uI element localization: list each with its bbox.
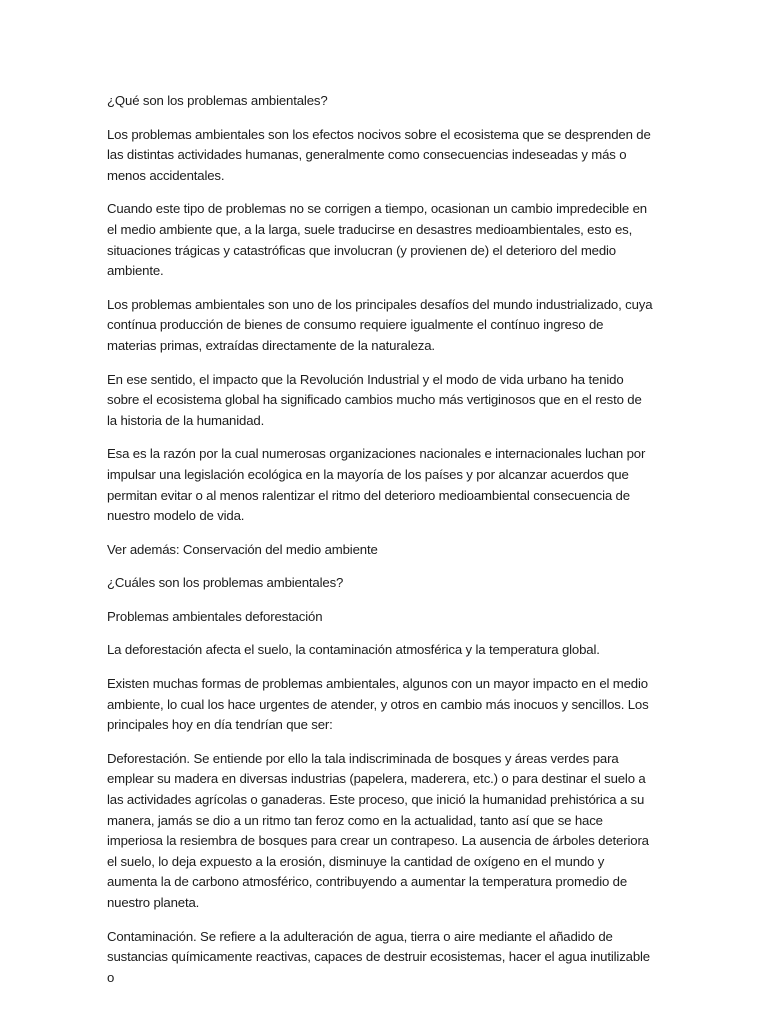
paragraph: Esa es la razón por la cual numerosas organizaciones nacionales e internacionales luchan por impulsar una legislación ecológica en la mayoría de los países y por alcanzar acuerdos que permitan evitar o al menos ralentizar el ritmo del deterioro medioambiental consecuencia de nuestro modelo de vida. xyxy=(107,446,646,524)
paragraph-heading-que-son: ¿Qué son los problemas ambientales? xyxy=(107,93,328,108)
paragraph: Existen muchas formas de problemas ambientales, algunos con un mayor impacto en el medio ambiente, lo cual los hace urgentes de atender, y otros en cambio más inocuos y sencillos. Los principales hoy en día tendrían que ser: xyxy=(107,676,649,733)
paragraph-heading-cuales-son: ¿Cuáles son los problemas ambientales? xyxy=(107,575,344,591)
paragraph-image-caption-title: Problemas ambientales deforestación xyxy=(107,608,323,624)
paragraph: En ese sentido, el impacto que la Revolución Industrial y el modo de vida urbano ha tenido sobre el ecosistema global ha significado cambios mucho más vertiginosos que en el resto de la historia de la humanidad. xyxy=(107,371,642,428)
paragraph: Cuando este tipo de problemas no se corrigen a tiempo, ocasionan un cambio impredecible en el medio ambiente que, a la larga, suele traducirse en desastres medioambientales, esto es, situaciones trágicas y catastróficas que involucran (y provienen de) el deterioro del medio ambiente. xyxy=(107,201,647,279)
paragraph-contaminacion: Contaminación. Se refiere a la adulteración de agua, tierra o aire mediante el añadido de sustancias químicamente reactivas, capaces de destruir ecosistemas, hacer el agua inutilizable o xyxy=(107,928,650,985)
paragraph-deforestacion: Deforestación. Se entiende por ello la tala indiscriminada de bosques y áreas verdes para emplear su madera en diversas industrias (papelera, maderera, etc.) o para destinar el suelo a las actividades agrícolas o ganaderas. Este proceso, que inició la humanidad prehistórica a su manera, jamás se dio a un ritmo tan feroz como en la actualidad, tanto así que se hace imperiosa la resiembra de bosques para crear un contrapeso. La ausencia de árboles deteriora el suelo, lo deja expuesto a la erosión, disminuye la cantidad de oxígeno en el mundo y aumenta la de carbono atmosférico, contribuyendo a aumentar la temperatura promedio de nuestro planeta. xyxy=(107,750,649,910)
paragraph: La deforestación afecta el suelo, la contaminación atmosférica y la temperatura global. xyxy=(107,642,600,658)
paragraph-see-also: Ver además: Conservación del medio ambiente xyxy=(107,541,378,557)
paragraph: Los problemas ambientales son uno de los principales desafíos del mundo industrializado, cuya contínua producción de bienes de consumo requiere igualmente el contínuo ingreso de materias primas, extraídas directamente de la naturaleza. xyxy=(107,296,653,353)
document-body xyxy=(107,91,655,1001)
paragraph: Los problemas ambientales son los efectos nocivos sobre el ecosistema que se desprenden de las distintas actividades humanas, generalmente como consecuencias indeseadas y más o menos accidentales. xyxy=(107,126,651,183)
